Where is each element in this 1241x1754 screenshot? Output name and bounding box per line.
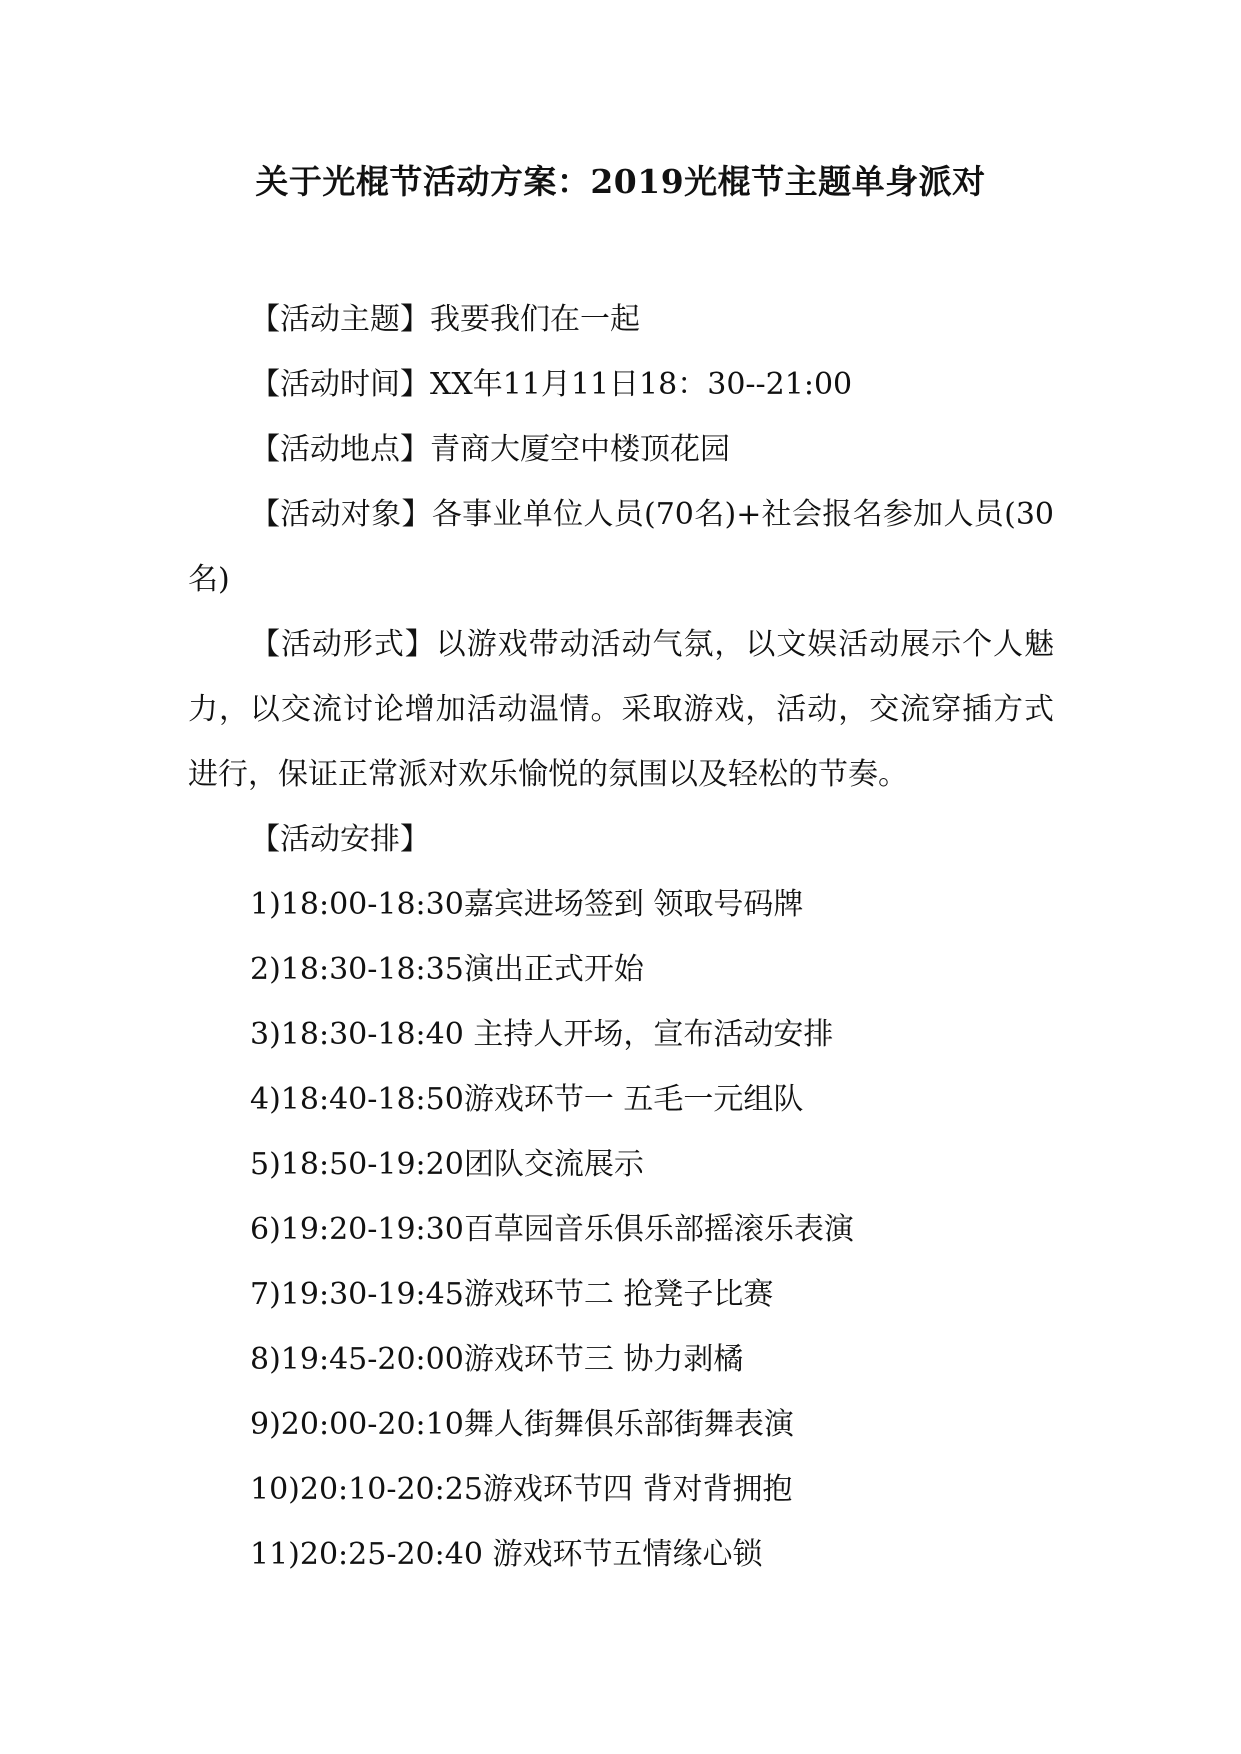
- schedule-item: 7)19:30-19:45游戏环节二 抢凳子比赛: [250, 1277, 774, 1312]
- document-title: 关于光棍节活动方案：2019光棍节主题单身派对: [255, 162, 986, 201]
- schedule-item: 5)18:50-19:20团队交流展示: [250, 1147, 644, 1182]
- activity-time: 【活动时间】XX年11月11日18：30--21:00: [250, 367, 853, 402]
- activity-location: 【活动地点】青商大厦空中楼顶花园: [250, 432, 730, 467]
- schedule-item: 9)20:00-20:10舞人街舞俱乐部街舞表演: [250, 1407, 794, 1442]
- activity-format: 【活动形式】以游戏带动活动气氛，以文娱活动展示个人魅力，以交流讨论增加活动温情。采取游戏，活动，交流穿插方式进行，保证正常派对欢乐愉悦的氛围以及轻松的节奏。: [188, 627, 1054, 792]
- activity-schedule-heading: 【活动安排】: [250, 822, 430, 857]
- activity-theme: 【活动主题】我要我们在一起: [250, 302, 640, 337]
- schedule-item: 10)20:10-20:25游戏环节四 背对背拥抱: [250, 1472, 793, 1507]
- schedule-item: 4)18:40-18:50游戏环节一 五毛一元组队: [250, 1082, 804, 1117]
- document-body: [188, 287, 1054, 1587]
- schedule-item: 8)19:45-20:00游戏环节三 协力剥橘: [250, 1342, 744, 1377]
- schedule-item: 1)18:00-18:30嘉宾进场签到 领取号码牌: [250, 887, 804, 922]
- schedule-item: 3)18:30-18:40 主持人开场，宣布活动安排: [250, 1017, 834, 1052]
- schedule-item: 6)19:20-19:30百草园音乐俱乐部摇滚乐表演: [250, 1212, 854, 1247]
- schedule-item: 11)20:25-20:40 游戏环节五情缘心锁: [250, 1537, 763, 1572]
- schedule-item: 2)18:30-18:35演出正式开始: [250, 952, 644, 987]
- activity-participants: 【活动对象】各事业单位人员(70名)+社会报名参加人员(30名): [188, 497, 1054, 597]
- schedule-list: [188, 872, 1054, 1587]
